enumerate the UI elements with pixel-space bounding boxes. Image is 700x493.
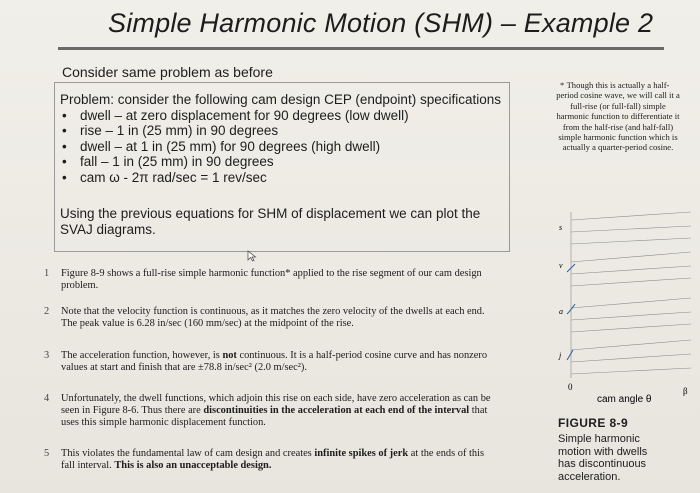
footnote-text: Though this is actually a half-period cosine wave, we will call it a full-rise (or full-fall) simple harmonic function to differentiate it from the half-rise (and half-fall) simple harmonic function which is actually a quarter-period cosine. (556, 80, 680, 153)
j-axis-label: j (559, 351, 562, 360)
v-axis-label: v (559, 261, 563, 270)
note-text: Note that the velocity function is continuous, as it matches the zero velocity of the dwells at each end. The peak value is 6.28 in/sec (160 mm/sec) at the midpoint of the rise. (61, 306, 485, 329)
figure-caption: Simple harmonic motion with dwells has discontinuous acceleration. (558, 433, 648, 483)
origin-label: 0 (568, 382, 573, 392)
note-number: 3 (44, 350, 50, 361)
svaj-figure (553, 210, 693, 410)
note-text: Figure 8-9 shows a full-rise simple harmonic function* applied to the rise segment of our cam design problem. (61, 268, 482, 291)
spec-list (60, 108, 501, 186)
note-number: 5 (44, 448, 50, 459)
s-axis-label: s (559, 223, 563, 232)
a-axis-label: a (559, 307, 563, 316)
note-number: 1 (44, 268, 50, 279)
figure-title: FIGURE 8-9 (558, 416, 629, 430)
svaj-statement: Using the previous equations for SHM of displacement we can plot the SVAJ diagrams. (60, 206, 481, 237)
note-number: 2 (44, 306, 50, 317)
page-title: Simple Harmonic Motion (SHM) – Example 2 (108, 8, 654, 38)
mouse-cursor-icon (247, 250, 257, 262)
note-text: This violates the fundamental law of cam design and creates infinite spikes of jerk at the ends of this fall interval. This is also an unacceptable design. (61, 448, 485, 471)
figure-grid (571, 212, 691, 378)
footnote (556, 80, 680, 153)
problem-intro: Problem: consider the following cam design CEP (endpoint) specifications (60, 92, 501, 107)
spec-item: • dwell – at 1 in (25 mm) for 90 degrees (high dwell) (60, 139, 501, 155)
title-underline (58, 47, 664, 50)
spec-item: • fall – 1 in (25 mm) in 90 degrees (60, 154, 501, 170)
note-text: Unfortunately, the dwell functions, which adjoin this rise on each side, have zero acceleration as can be seen in Figure 8-6. Thus there are discontinuities in the acceleration at each end of the interval that uses this simple harmonic displacement function. (61, 393, 491, 428)
footnote-marker: * (560, 80, 565, 90)
beta-label: β (683, 386, 688, 396)
spec-item: • cam ω - 2π rad/sec = 1 rev/sec (60, 170, 501, 186)
note-number: 4 (44, 393, 50, 404)
cam-angle-label: cam angle θ (597, 394, 652, 405)
spec-item: • rise – 1 in (25 mm) in 90 degrees (60, 123, 501, 139)
note-text: The acceleration function, however, is not continuous. It is a half-period cosine curve and has nonzero values at start and finish that are ±78.8 in/sec² (2.0 m/sec²). (61, 350, 488, 373)
spec-item: • dwell – at zero displacement for 90 degrees (low dwell) (60, 108, 501, 124)
jerk-curve-mark (567, 350, 573, 360)
subtitle: Consider same problem as before (62, 64, 273, 80)
problem-statement (60, 92, 501, 185)
